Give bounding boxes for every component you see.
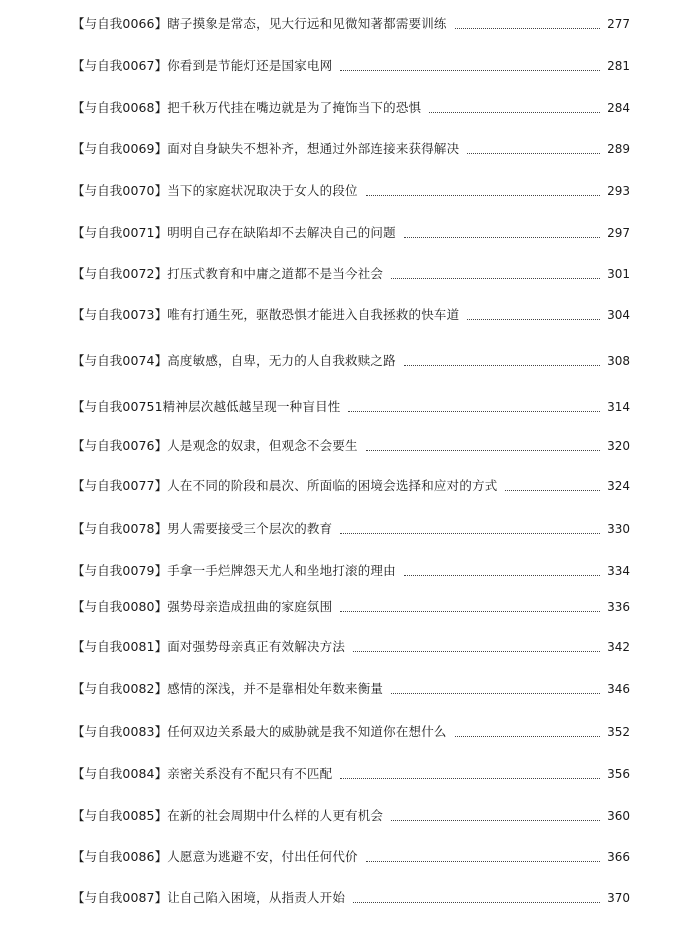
toc-entry-title: 把千秋万代挂在嘴边就是为了掩饰当下的恐惧 bbox=[167, 100, 422, 115]
dot-leader bbox=[467, 153, 600, 154]
dot-leader bbox=[340, 611, 600, 612]
dot-leader bbox=[404, 575, 600, 576]
toc-page-number: 334 bbox=[607, 564, 630, 578]
toc-entry-label: 【与自我0077】 bbox=[72, 478, 168, 493]
dot-leader bbox=[455, 736, 600, 737]
toc-entry[interactable] bbox=[72, 432, 630, 454]
toc-page-number: 356 bbox=[607, 767, 630, 781]
toc-entry[interactable] bbox=[72, 593, 630, 615]
dot-leader bbox=[353, 651, 600, 652]
dot-leader bbox=[340, 70, 600, 71]
dot-leader bbox=[353, 902, 600, 903]
dot-leader bbox=[404, 365, 600, 366]
toc-entry[interactable] bbox=[72, 10, 630, 32]
toc-page-number: 304 bbox=[607, 308, 630, 322]
toc-entry-title: 强势母亲造成扭曲的家庭氛围 bbox=[167, 599, 333, 614]
toc-entry-title: 当下的家庭状况取决于女人的段位 bbox=[167, 183, 358, 198]
toc-entry[interactable] bbox=[72, 718, 630, 740]
toc-entry-label: 【与自我0076】 bbox=[72, 438, 168, 453]
toc-entry[interactable] bbox=[72, 843, 630, 865]
toc-page-number: 320 bbox=[607, 439, 630, 453]
toc-page-number: 360 bbox=[607, 809, 630, 823]
toc-entry-title: 精神层次越低越呈现一种盲目性 bbox=[162, 399, 341, 414]
toc-entry-title: 瞎子摸象是常态，见大行远和见微知著都需要训练 bbox=[167, 16, 447, 31]
toc-entry[interactable] bbox=[72, 515, 630, 537]
toc-entry[interactable] bbox=[72, 260, 630, 282]
toc-page-number: 370 bbox=[607, 891, 630, 905]
toc-entry-title: 人愿意为逃避不安，付出任何代价 bbox=[167, 849, 358, 864]
toc-entry-label: 【与自我0068】 bbox=[72, 100, 168, 115]
dot-leader bbox=[467, 319, 600, 320]
toc-entry-title: 打压式教育和中庸之道都不是当今社会 bbox=[167, 266, 384, 281]
toc-entry-title: 亲密关系没有不配只有不匹配 bbox=[167, 766, 333, 781]
toc-entry-label: 【与自我0081】 bbox=[72, 639, 168, 654]
toc-entry[interactable] bbox=[72, 219, 630, 241]
dot-leader bbox=[391, 693, 600, 694]
toc-page-number: 284 bbox=[607, 101, 630, 115]
dot-leader bbox=[366, 450, 600, 451]
toc-entry-title: 明明自己存在缺陷却不去解决自己的问题 bbox=[167, 225, 396, 240]
toc-entry-label: 【与自我0071】 bbox=[72, 225, 168, 240]
toc-page-number: 346 bbox=[607, 682, 630, 696]
toc-entry[interactable] bbox=[72, 393, 630, 415]
toc-entry-label: 【与自我0082】 bbox=[72, 681, 168, 696]
dot-leader bbox=[340, 533, 600, 534]
toc-entry-title: 任何双边关系最大的威胁就是我不知道你在想什么 bbox=[167, 724, 447, 739]
toc-entry-title: 感情的深浅，并不是靠相处年数来衡量 bbox=[167, 681, 384, 696]
dot-leader bbox=[505, 490, 600, 491]
toc-entry-label: 【与自我0067】 bbox=[72, 58, 168, 73]
toc-entry-title: 男人需要接受三个层次的教育 bbox=[167, 521, 333, 536]
toc-page-number: 289 bbox=[607, 142, 630, 156]
toc-entry-title: 唯有打通生死，驱散恐惧才能进入自我拯救的快车道 bbox=[167, 307, 460, 322]
toc-page-number: 314 bbox=[607, 400, 630, 414]
toc-entry-label: 【与自我0086】 bbox=[72, 849, 168, 864]
toc-entry-title: 人是观念的奴隶，但观念不会要生 bbox=[167, 438, 358, 453]
toc-entry[interactable] bbox=[72, 301, 630, 323]
toc-page-number: 366 bbox=[607, 850, 630, 864]
toc-entry[interactable] bbox=[72, 135, 630, 157]
toc-entry-label: 【与自我0083】 bbox=[72, 724, 168, 739]
dot-leader bbox=[340, 778, 600, 779]
toc-entry[interactable] bbox=[72, 633, 630, 655]
toc-entry[interactable] bbox=[72, 347, 630, 369]
dot-leader bbox=[366, 861, 600, 862]
toc-entry-label: 【与自我00751 bbox=[72, 399, 163, 414]
toc-entry-label: 【与自我0066】 bbox=[72, 16, 168, 31]
toc-entry-title: 高度敏感，自卑，无力的人自我救赎之路 bbox=[167, 353, 396, 368]
toc-entry-label: 【与自我0080】 bbox=[72, 599, 168, 614]
toc-entry[interactable] bbox=[72, 884, 630, 906]
toc-entry-label: 【与自我0084】 bbox=[72, 766, 168, 781]
toc-entry-label: 【与自我0069】 bbox=[72, 141, 168, 156]
toc-entry[interactable] bbox=[72, 675, 630, 697]
toc-page-number: 330 bbox=[607, 522, 630, 536]
toc-entry[interactable] bbox=[72, 472, 630, 494]
toc-entry[interactable] bbox=[72, 52, 630, 74]
toc-entry-label: 【与自我0070】 bbox=[72, 183, 168, 198]
toc-entry-label: 【与自我0087】 bbox=[72, 890, 168, 905]
dot-leader bbox=[391, 278, 600, 279]
toc-entry-label: 【与自我0072】 bbox=[72, 266, 168, 281]
toc-page-number: 281 bbox=[607, 59, 630, 73]
toc-entry-title: 在新的社会周期中什么样的人更有机会 bbox=[167, 808, 384, 823]
dot-leader bbox=[455, 28, 600, 29]
toc-entry[interactable] bbox=[72, 94, 630, 116]
toc-page-number: 301 bbox=[607, 267, 630, 281]
dot-leader bbox=[391, 820, 600, 821]
toc-page-number: 336 bbox=[607, 600, 630, 614]
toc-entry[interactable] bbox=[72, 802, 630, 824]
toc-entry-label: 【与自我0079】 bbox=[72, 563, 168, 578]
toc-entry-title: 手拿一手烂牌怨天尤人和坐地打滚的理由 bbox=[167, 563, 396, 578]
toc-page-number: 297 bbox=[607, 226, 630, 240]
toc-page-number: 277 bbox=[607, 17, 630, 31]
toc-entry[interactable] bbox=[72, 177, 630, 199]
dot-leader bbox=[429, 112, 600, 113]
toc-page-number: 293 bbox=[607, 184, 630, 198]
toc-entry-label: 【与自我0085】 bbox=[72, 808, 168, 823]
toc-entry[interactable] bbox=[72, 557, 630, 579]
toc-entry-title: 让自己陷入困境，从指责人开始 bbox=[167, 890, 346, 905]
toc-entry-label: 【与自我0074】 bbox=[72, 353, 168, 368]
dot-leader bbox=[348, 411, 600, 412]
toc-entry-title: 你看到是节能灯还是国家电网 bbox=[167, 58, 333, 73]
toc-page-number: 324 bbox=[607, 479, 630, 493]
toc-entry-label: 【与自我0073】 bbox=[72, 307, 168, 322]
toc-entry-title: 人在不同的阶段和晨次、所面临的困境会选择和应对的方式 bbox=[167, 478, 498, 493]
dot-leader bbox=[366, 195, 600, 196]
toc-entry-label: 【与自我0078】 bbox=[72, 521, 168, 536]
toc-page-number: 352 bbox=[607, 725, 630, 739]
dot-leader bbox=[404, 237, 600, 238]
toc-entry-title: 面对自身缺失不想补齐，想通过外部连接来获得解决 bbox=[167, 141, 460, 156]
toc-page-number: 308 bbox=[607, 354, 630, 368]
toc-entry[interactable] bbox=[72, 760, 630, 782]
toc-page-number: 342 bbox=[607, 640, 630, 654]
toc-entry-title: 面对强势母亲真正有效解决方法 bbox=[167, 639, 346, 654]
